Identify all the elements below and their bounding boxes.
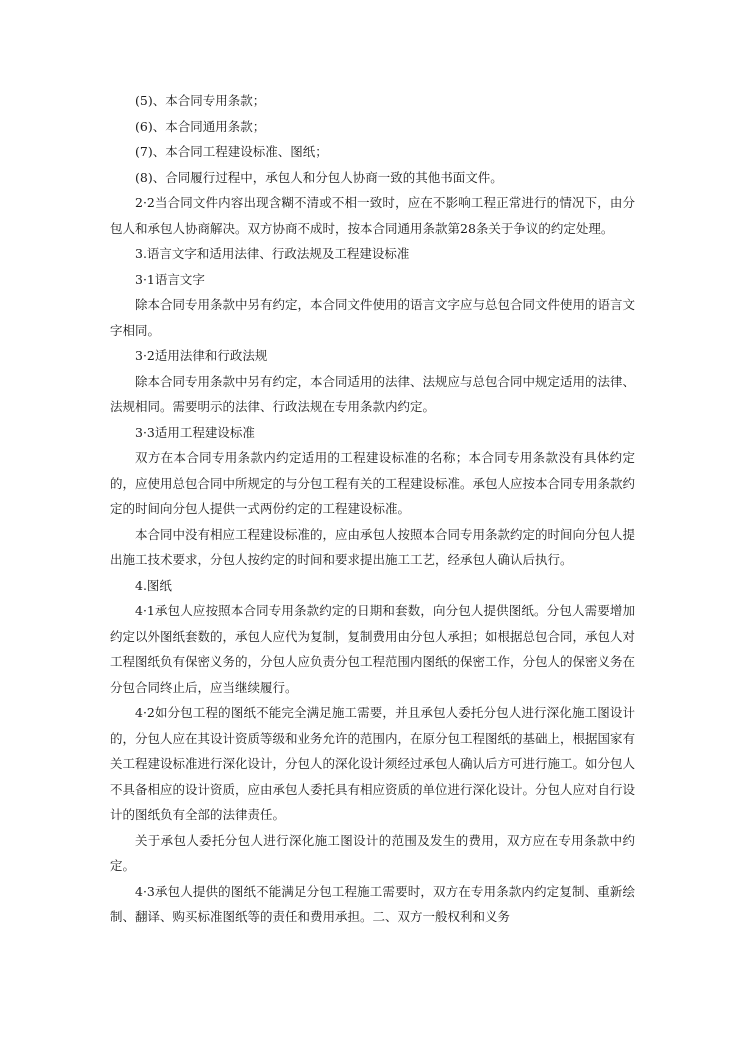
section-3-2-text: 除本合同专用条款中另有约定，本合同适用的法律、法规应与总包合同中规定适用的法律、法规相同。需要明示的法律、行政法规在专用条款内约定。	[110, 373, 636, 414]
section-3-3-heading: 3·3适用工程建设标准	[135, 424, 255, 440]
section-4-1-text: 4·1承包人应按照本合同专用条款约定的日期和套数，向分包人提供图纸。分包人需要增加约定以外图纸套数的，承包人应代为复制，复制费用由分包人承担；如根据总包合同，承包人对工程图纸负有保密义务的，分包人应负责分包工程范围内图纸的保密工作，分包人的保密义务在分包合同终止后，应当继续履行。	[110, 603, 636, 695]
section-4-2-text: 4·2如分包工程的图纸不能完全满足施工需要，并且承包人委托分包人进行深化施工图设计的，分包人应在其设计资质等级和业务允许的范围内，在原分包工程图纸的基础上，根据国家有关工程建设标准进行深化设计，分包人的深化设计须经过承包人确认后方可进行施工。如分包人不具备相应的设计资质，应由承包人委托具有相应资质的单位进行深化设计。分包人应对自行设计的图纸负有全部的法律责任。	[110, 705, 636, 822]
clause-2-2: 2·2当合同文件内容出现含糊不清或不相一致时，应在不影响工程正常进行的情况下，由分包人和承包人协商解决。双方协商不成时，按本合同通用条款第28条关于争议的约定处理。	[110, 195, 635, 236]
section-3-1-heading: 3·1语言文字	[135, 271, 205, 287]
section-3-3-text-2: 本合同中没有相应工程建设标准的，应由承包人按照本合同专用条款约定的时间向分包人提出施工技术要求，分包人按约定的时间和要求提出施工工艺，经承包人确认后执行。	[110, 526, 636, 567]
section-3-1-text: 除本合同专用条款中另有约定，本合同文件使用的语言文字应与总包合同文件使用的语言文字相同。	[110, 297, 636, 338]
clause-5: (5)、本合同专用条款；	[135, 93, 266, 108]
clause-7: (7)、本合同工程建设标准、图纸；	[135, 144, 328, 159]
section-3-3-text: 双方在本合同专用条款内约定适用的工程建设标准的名称；本合同专用条款没有具体约定的，应使用总包合同中所规定的与分包工程有关的工程建设标准。承包人应按本合同专用条款约定的时间向分包人提供一式两份约定的工程建设标准。	[110, 450, 636, 516]
section-4-2-text-2: 关于承包人委托分包人进行深化施工图设计的范围及发生的费用，双方应在专用条款中约定。	[110, 832, 635, 873]
section-3-2-heading: 3·2适用法律和行政法规	[135, 348, 268, 363]
document-body	[110, 88, 635, 930]
clause-6: (6)、本合同通用条款；	[135, 118, 266, 134]
clause-8: (8)、合同履行过程中，承包人和分包人协商一致的其他书面文件。	[135, 169, 503, 185]
section-4-heading: 4.图纸	[135, 577, 172, 593]
section-4-3-text: 4·3承包人提供的图纸不能满足分包工程施工需要时，双方在专用条款内约定复制、重新绘制、翻译、购买标准图纸等的责任和费用承担。二、双方一般权利和义务	[110, 883, 635, 924]
section-3-heading: 3.语言文字和适用法律、行政法规及工程建设标准	[135, 246, 410, 261]
